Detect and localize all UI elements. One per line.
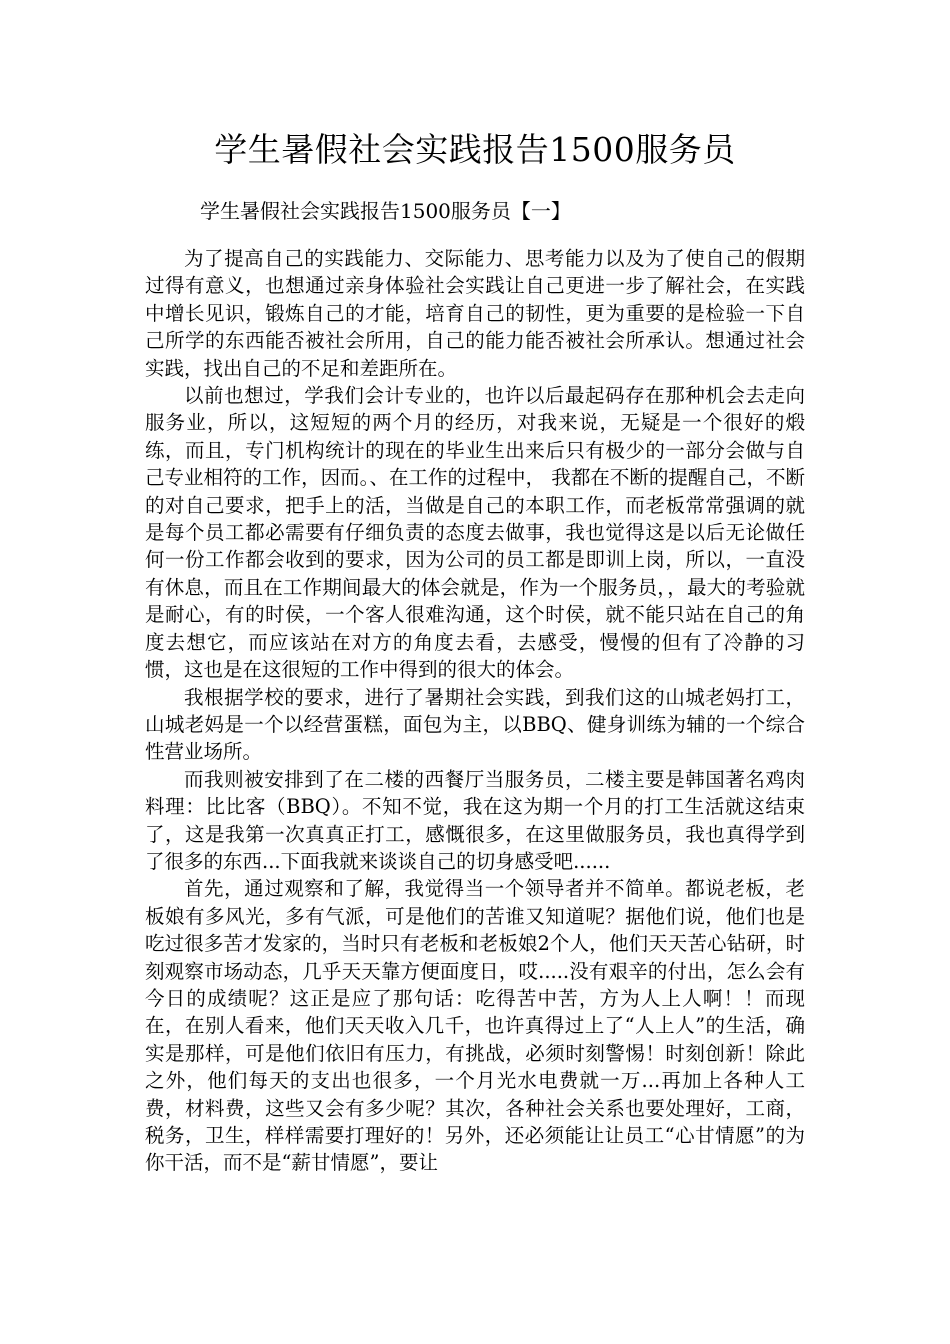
- paragraph: 而我则被安排到了在二楼的西餐厅当服务员，二楼主要是韩国著名鸡肉料理：比比客（BBQ）。不知不觉，我在这为期一个月的打工生活就这结束了，这是我第一次真真正打工，感慨很多，在这里做服务员，我也真得学到了很多的东西...下面我就来谈谈自己的切身感受吧......: [145, 767, 805, 873]
- paragraph: 首先，通过观察和了解，我觉得当一个领导者并不简单。都说老板，老板娘有多风光，多有气派，可是他们的苦谁又知道呢？据他们说，他们也是吃过很多苦才发家的，当时只有老板和老板娘2个人，他们天天苦心钻研，时刻观察市场动态，几乎天天靠方便面度日，哎.....没有艰辛的付出，怎么会有今日的成绩呢？这正是应了那句话：吃得苦中苦，方为人上人啊！！而现在，在别人看来，他们天天收入几千，也许真得过上了“人上人”的生活，确实是那样，可是他们依旧有压力，有挑战，必须时刻警惕！时刻创新！除此之外，他们每天的支出也很多，一个月光水电费就一万...再加上各种人工费，材料费，这些又会有多少呢？其次，各种社会关系也要处理好，工商，税务，卫生，样样需要打理好的！另外，还必须能让让员工“心甘情愿”的为你干活，而不是“薪甘情愿”，要让: [145, 877, 805, 1175]
- document-body: [145, 245, 805, 1177]
- paragraph: 为了提高自己的实践能力、交际能力、思考能力以及为了使自己的假期过得有意义，也想通过亲身体验社会实践让自己更进一步了解社会，在实践中增长见识，锻炼自己的才能，培育自己的韧性，更为重要的是检验一下自己所学的东西能否被社会所用，自己的能力能否被社会所承认。想通过社会实践，找出自己的不足和差距所在。: [145, 247, 805, 380]
- paragraph: 我根据学校的要求，进行了暑期社会实践，到我们这的山城老妈打工，山城老妈是一个以经营蛋糕，面包为主，以BBQ、健身训练为辅的一个综合性营业场所。: [145, 685, 805, 764]
- document-subtitle: 学生暑假社会实践报告1500服务员【一】: [200, 199, 571, 223]
- paragraph: 以前也想过，学我们会计专业的，也许以后最起码存在那种机会去走向服务业，所以，这短短的两个月的经历，对我来说，无疑是一个很好的煅练，而且，专门机构统计的现在的毕业生出来后只有极少的一部分会做与自己专业相符的工作，因而。、在工作的过程中， 我都在不断的提醒自己，不断的对自己要求，把手上的活，当做是自己的本职工作，而老板常常强调的就是每个员工都必需要有仔细负责的态度去做事，我也觉得这是以后无论做任何一份工作都会收到的要求，因为公司的员工都是即训上岗，所以，一直没有休息，而且在工作期间最大的体会就是，作为一个服务员，，最大的考验就是耐心，有的时侯，一个客人很难沟通，这个时侯，就不能只站在自己的角度去想它，而应该站在对方的角度去看，去感受，慢慢的但有了冷静的习惯，这也是在这很短的工作中得到的很大的体会。: [145, 384, 805, 682]
- document-title: 学生暑假社会实践报告1500服务员: [214, 130, 736, 169]
